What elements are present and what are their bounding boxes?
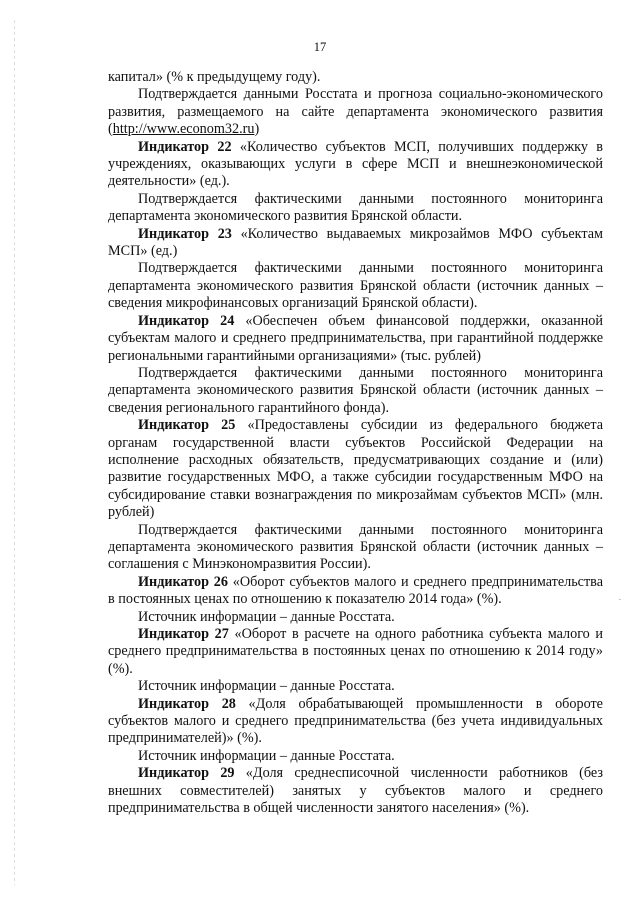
indicator-label: Индикатор 29 [138, 765, 235, 782]
website-link[interactable]: http://www.econom32.ru [112, 121, 255, 138]
paragraph [108, 260, 603, 312]
paragraph [108, 522, 603, 574]
paragraph [108, 86, 603, 138]
paragraph-text: «Доля среднесписочной численности работников (без внешних совместителей) занятых у субъектов малого и среднего предпринимательства в общей численности занятого населения» (%). [108, 765, 603, 817]
paragraph [108, 191, 603, 226]
indicator-label: Индикатор 23 [138, 225, 232, 242]
scan-edge-marks [14, 20, 15, 885]
paragraph-text: Источник информации – данные Росстата. [138, 678, 395, 695]
paragraph [108, 365, 603, 417]
paragraph-text: Подтверждается фактическими данными постоянного мониторинга департамента экономического развития Брянской области (источник данных – сведения микрофинансовых организаций Брянской области). [108, 260, 603, 312]
paragraph-text: Подтверждается фактическими данными постоянного мониторинга департамента экономического развития Брянской области. [108, 190, 603, 225]
paragraph [108, 748, 603, 765]
indicator-label: Индикатор 26 [138, 573, 228, 590]
paragraph-text: ) [254, 121, 260, 138]
paragraph [108, 678, 603, 695]
paragraph [108, 139, 603, 191]
indicator-label: Индикатор 27 [138, 626, 229, 642]
paragraph [108, 696, 603, 748]
paragraph-text: «Количество субъектов МСП, получивших поддержку в учреждениях, оказывающих услуги в сфере МСП и внешнеэкономической деятельности» (ед.). [108, 138, 604, 190]
paragraph-text: Источник информации – данные Росстата. [138, 608, 395, 625]
paragraph-text: Подтверждается фактическими данными постоянного мониторинга департамента экономического развития Брянской области (источник данных – сведения регионального гарантийного фонда). [108, 364, 603, 416]
paragraph [108, 765, 603, 817]
paragraph-text: «Оборот в расчете на одного работника субъекта малого и среднего предпринимательства в постоянных ценах по отношению к 2014 году» (%). [108, 626, 603, 677]
indicator-label: Индикатор 25 [138, 417, 236, 434]
paragraph [108, 626, 603, 678]
paragraph-text: «Оборот субъектов малого и среднего предпринимательства в постоянных ценах по отношению к показателю 2014 года» (%). [108, 573, 603, 608]
page-number: 17 [313, 40, 327, 54]
indicator-label: Индикатор 24 [138, 312, 235, 329]
paragraph-text: Источник информации – данные Росстата. [138, 747, 395, 764]
paragraph [108, 609, 603, 626]
document-body [108, 69, 603, 817]
paragraph-text: «Обеспечен объем финансовой поддержки, оказанной субъектам малого и среднего предпринимательства, при гарантийной поддержке региональными гарантийными организациями» (тыс. рублей) [108, 312, 603, 364]
paragraph-text: капитал» (% к предыдущему году). [108, 69, 321, 85]
scan-mark: ˙ [618, 597, 622, 609]
paragraph [108, 69, 603, 86]
paragraph-text: «Количество выдаваемых микрозаймов МФО субъектам МСП» (ед.) [108, 225, 603, 260]
paragraph-text: Подтверждается данными Росстата и прогноза социально-экономического развития, размещаемого на сайте департамента экономического развития ( [108, 86, 603, 138]
paragraph-text: «Доля обрабатывающей промышленности в обороте субъектов малого и среднего предпринимательства (без учета индивидуальных предпринимателей)» (%). [108, 695, 603, 747]
paragraph [108, 313, 603, 365]
paragraph-text: «Предоставлены субсидии из федерального бюджета органам государственной власти субъектов Российской Федерации на исполнение расходных обязательств, предусматривающих создание и (или) развитие государственных МФО, а также субсидии государственным МФО на субсидирование ставки вознаграждения по микрозаймам субъектов МСП» (млн. рублей) [108, 417, 603, 521]
indicator-label: Индикатор 22 [138, 138, 232, 155]
paragraph [108, 574, 603, 609]
paragraph-text: Подтверждается фактическими данными постоянного мониторинга департамента экономического развития Брянской области (источник данных – соглашения с Минэкономразвития России). [108, 521, 603, 573]
indicator-label: Индикатор 28 [138, 695, 236, 712]
paragraph [108, 226, 603, 261]
paragraph [108, 417, 603, 521]
